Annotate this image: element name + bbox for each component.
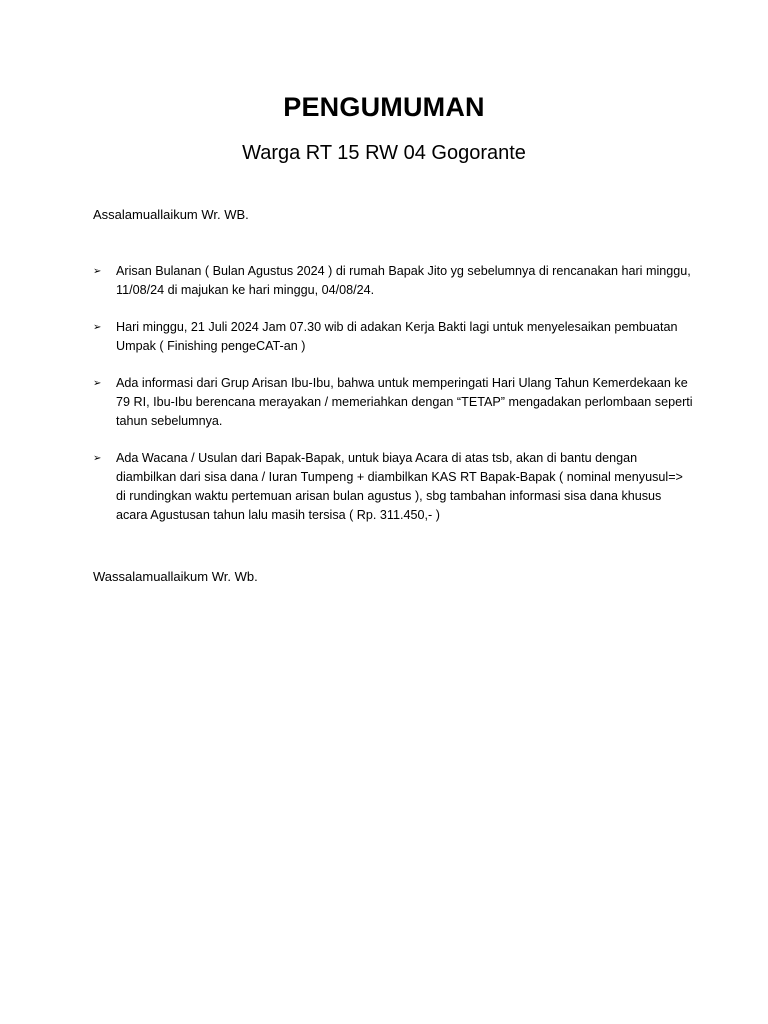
greeting-text: Assalamuallaikum Wr. WB. [93,207,249,222]
page-subtitle: Warga RT 15 RW 04 Gogorante [242,142,526,164]
arrow-bullet-icon: ➢ [93,378,102,389]
arrow-bullet-icon: ➢ [93,322,102,333]
list-item [93,449,693,525]
closing-text: Wassalamuallaikum Wr. Wb. [93,569,258,584]
list-item-text: Hari minggu, 21 Juli 2024 Jam 07.30 wib di adakan Kerja Bakti lagi untuk menyelesaikan pembuatan Umpak ( Finishing pengeCAT-an ) [116,320,678,353]
list-item-text: Ada Wacana / Usulan dari Bapak-Bapak, untuk biaya Acara di atas tsb, akan di bantu dengan diambilkan dari sisa dana / Iuran Tumpeng + diambilkan KAS RT Bapak-Bapak ( nominal menyusul=> di rundingkan waktu pertemuan arisan bulan agustus ), sbg tambahan informasi sisa dana khusus acara Agustusan tahun lalu masih tersisa ( Rp. 311.450,- ) [116,451,683,522]
arrow-bullet-icon: ➢ [93,266,102,277]
list-item-text: Arisan Bulanan ( Bulan Agustus 2024 ) di rumah Bapak Jito yg sebelumnya di rencanakan hari minggu, 11/08/24 di majukan ke hari minggu, 04/08/24. [116,264,691,297]
list-item-text: Ada informasi dari Grup Arisan Ibu-Ibu, bahwa untuk memperingati Hari Ulang Tahun Kemerdekaan ke 79 RI, Ibu-Ibu berencana merayakan / memeriahkan dengan “TETAP” mengadakan perlombaan seperti tahun sebelumnya. [116,376,693,428]
list-item [93,374,693,431]
list-item [93,318,693,356]
arrow-bullet-icon: ➢ [93,453,102,464]
page-title: PENGUMUMAN [283,92,485,122]
announcement-list [93,262,693,543]
list-item [93,262,693,300]
